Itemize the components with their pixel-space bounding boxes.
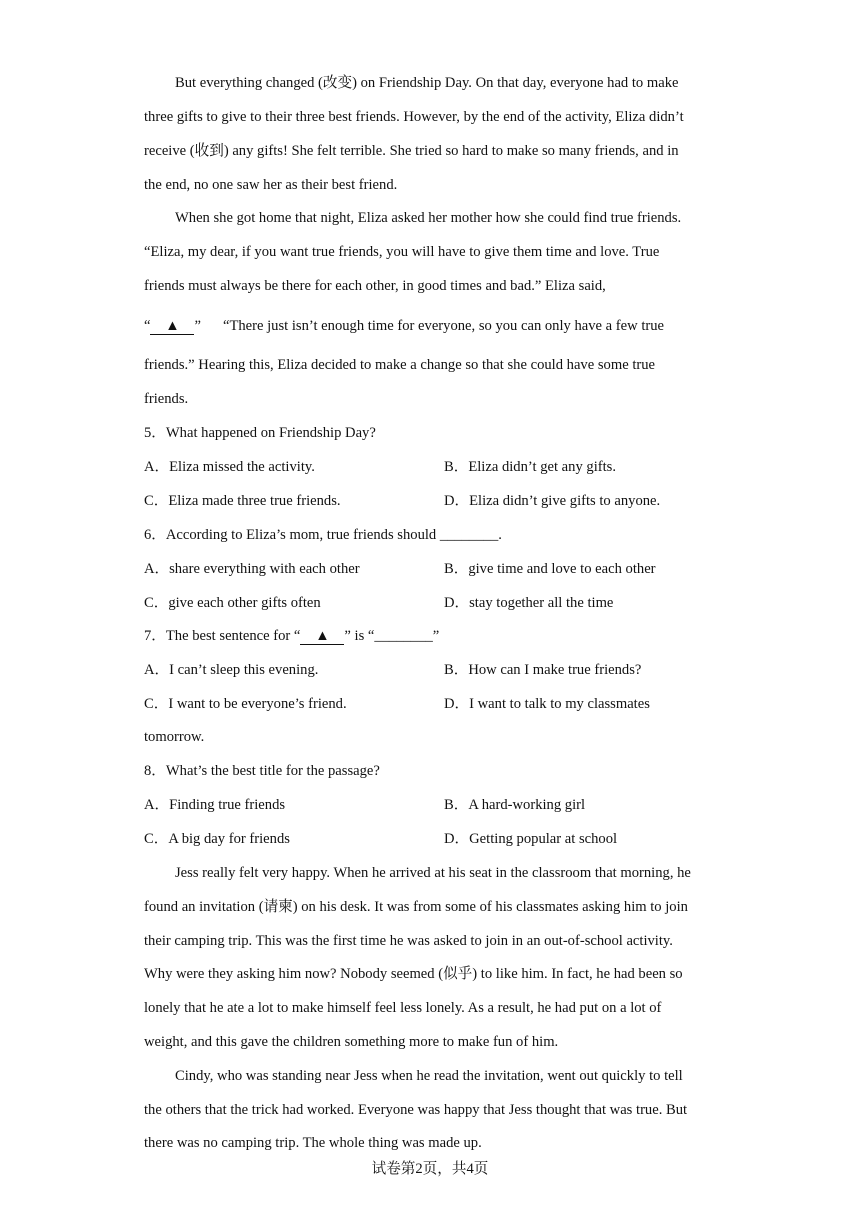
passage1-p1-line3: receive (收到) any gifts! She felt terrible. She tried so hard to make so many friends, and in [144, 143, 679, 159]
close-quote: ” [194, 318, 201, 334]
question-5-option-c: C．Eliza made three true friends. [144, 493, 341, 509]
passage2-p1-line5: lonely that he ate a lot to make himself feel less lonely. As a result, he had put on a lot of [144, 1000, 662, 1016]
passage1-p2-tail-line1: friends.” Hearing this, Eliza decided to make a change so that she could have some true [144, 357, 656, 373]
question-6-option-b: B．give time and love to each other [444, 561, 656, 577]
question-8-option-b: B．A hard-working girl [444, 797, 586, 813]
question-7-option-c: C．I want to be everyone’s friend. [144, 696, 347, 712]
question-5-option-b: B．Eliza didn’t get any gifts. [444, 459, 616, 475]
question-6-option-d: D．stay together all the time [444, 595, 614, 611]
question-8-option-c: C．A big day for friends [144, 831, 290, 847]
passage2-p1-line2: found an invitation (请柬) on his desk. It was from some of his classmates asking him to join [144, 899, 688, 915]
passage1-p1-line1: But everything changed (改变) on Friendship Day. On that day, everyone had to make [175, 75, 679, 91]
question-8-option-a: A．Finding true friends [144, 797, 286, 813]
blank-line-rest: “There just isn’t enough time for everyone, so you can only have a few true [222, 318, 665, 334]
passage1-p2-line1: When she got home that night, Eliza asked her mother how she could find true friends. [175, 210, 682, 226]
passage1-p2-line3: friends must always be there for each other, in good times and bad.” Eliza said, [144, 278, 606, 294]
question-7-stem [144, 627, 439, 645]
question-7-blank-mark: ▲ [300, 628, 344, 645]
passage2-p1-line3: their camping trip. This was the first time he was asked to join in an out-of-school activity. [144, 933, 673, 949]
passage1-blank-line [144, 317, 664, 335]
question-7-stem-suffix: ” is “________” [344, 628, 440, 644]
passage2-p1-line6: weight, and this gave the children something more to make fun of him. [144, 1034, 559, 1050]
passage2-p1-line1: Jess really felt very happy. When he arrived at his seat in the classroom that morning, he [175, 865, 691, 881]
question-7-option-b: B．How can I make true friends? [444, 662, 642, 678]
open-quote: “ [144, 318, 151, 334]
passage1-p2-line2: “Eliza, my dear, if you want true friends, you will have to give them time and love. True [144, 244, 660, 260]
question-7-stem-prefix: 7．The best sentence for “ [144, 628, 301, 644]
passage2-p1-line4: Why were they asking him now? Nobody seemed (似乎) to like him. In fact, he had been so [144, 966, 683, 982]
question-7-option-a: A．I can’t sleep this evening. [144, 662, 319, 678]
passage2-p2-line3: there was no camping trip. The whole thing was made up. [144, 1135, 482, 1151]
passage2-p2-line2: the others that the trick had worked. Everyone was happy that Jess thought that was true. But [144, 1102, 688, 1118]
question-6-option-c: C．give each other gifts often [144, 595, 321, 611]
answer-blank-mark: ▲ [150, 318, 194, 335]
passage1-p1-line4: the end, no one saw her as their best friend. [144, 177, 398, 193]
question-6-option-a: A．share everything with each other [144, 561, 360, 577]
question-5-option-a: A．Eliza missed the activity. [144, 459, 315, 475]
question-7-option-d-wrap: tomorrow. [144, 729, 205, 745]
question-5-option-d: D．Eliza didn’t give gifts to anyone. [444, 493, 661, 509]
question-8-stem: 8．What’s the best title for the passage? [144, 763, 380, 779]
question-6-stem: 6．According to Eliza’s mom, true friends should ________. [144, 527, 502, 543]
passage1-p2-tail-line2: friends. [144, 391, 189, 407]
question-8-option-d: D．Getting popular at school [444, 831, 618, 847]
passage1-p1-line2: three gifts to give to their three best friends. However, by the end of the activity, Eliza didn’t [144, 109, 684, 125]
page-footer: 试卷第2页，共4页 [371, 1161, 489, 1177]
passage2-p2-line1: Cindy, who was standing near Jess when he read the invitation, went out quickly to tell [175, 1068, 683, 1084]
question-7-option-d: D．I want to talk to my classmates [444, 696, 650, 712]
question-5-stem: 5．What happened on Friendship Day? [144, 425, 376, 441]
